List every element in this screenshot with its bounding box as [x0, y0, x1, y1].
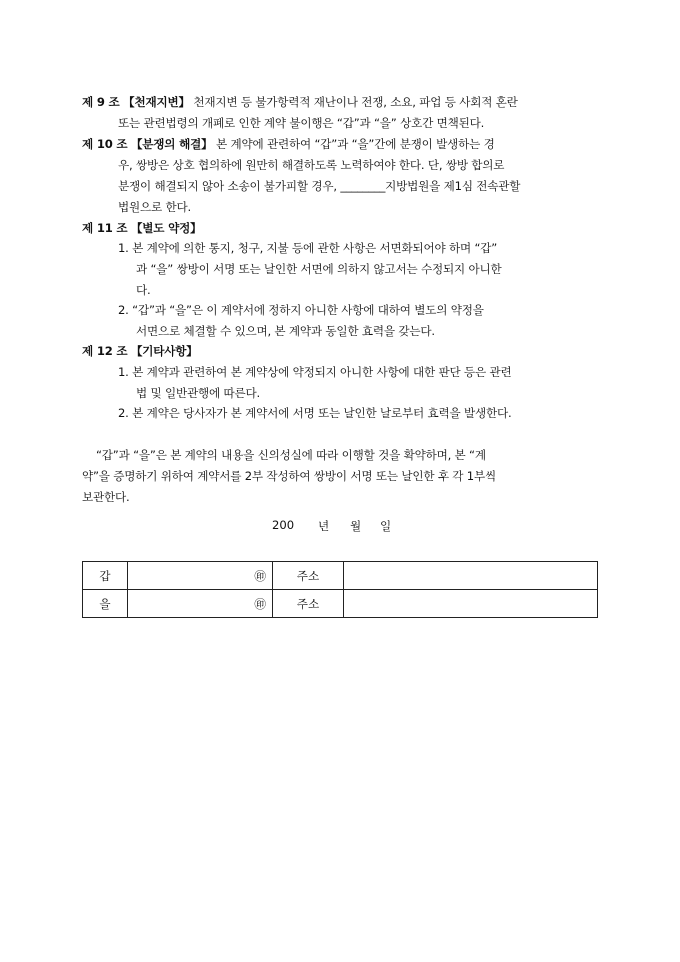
article-11-item-2-line-2: 서면으로 체결할 수 있으며, 본 계약과 동일한 효력을 갖는다.	[136, 324, 435, 338]
closing-line-2: 약”을 증명하기 위하여 계약서를 2부 작성하여 쌍방이 서명 또는 날인한 후 각 1부씩	[82, 469, 496, 483]
article-9-title: 【천재지변】	[123, 95, 190, 109]
seal-mark: ㊞	[254, 568, 266, 583]
signature-row-eul	[83, 590, 598, 618]
address-label-gap: 주소	[273, 562, 344, 590]
article-12-item-1-line-1: 1. 본 계약과 관련하여 본 계약상에 약정되지 아니한 사항에 대한 판단 등은 관련	[118, 365, 512, 379]
party-label-gap: 갑	[83, 562, 128, 590]
party-name-field-eul[interactable]	[128, 590, 273, 618]
address-field-gap[interactable]	[344, 562, 598, 590]
article-12-item-2-line-1: 2. 본 계약은 당사자가 본 계약서에 서명 또는 날인한 날로부터 효력을 발생한다.	[118, 406, 512, 420]
article-9-number: 제 9 조	[82, 95, 120, 109]
article-11-heading	[82, 220, 202, 236]
address-field-eul[interactable]	[344, 590, 598, 618]
article-11-item-1-line-1: 1. 본 계약에 의한 통지, 청구, 지불 등에 관한 사항은 서면화되어야 하며 “갑”	[118, 241, 498, 255]
date-year-unit: 년	[318, 519, 330, 533]
article-10-title: 【분쟁의 해결】	[130, 137, 213, 151]
article-10-number: 제 10 조	[82, 137, 128, 151]
article-11-item-1-line-3: 다.	[136, 283, 151, 297]
article-10-line-3: 분쟁이 해결되지 않아 소송이 불가피할 경우, ________지방법원을 제1심 전속관할	[118, 179, 521, 193]
article-10-line-4: 법원으로 한다.	[118, 200, 191, 214]
article-10-line-2: 우, 쌍방은 상호 협의하에 원만히 해결하도록 노력하여야 한다. 단, 쌍방 합의로	[118, 158, 505, 172]
date-month-unit: 월	[350, 519, 362, 533]
date-year: 200	[272, 518, 295, 532]
closing-line-3: 보관한다.	[82, 490, 130, 504]
party-name-field-gap[interactable]	[128, 562, 273, 590]
article-9-line-2: 또는 관련법령의 개폐로 인한 계약 불이행은 “갑”과 “을” 상호간 면책된다.	[118, 116, 485, 130]
address-label-eul: 주소	[273, 590, 344, 618]
article-11-title: 【별도 약정】	[130, 221, 202, 235]
article-12-heading	[82, 343, 198, 359]
article-10-text-1: 본 계약에 관련하여 “갑”과 “을”간에 분쟁이 발생하는 경	[216, 137, 495, 151]
party-label-eul: 을	[83, 590, 128, 618]
date-day-unit: 일	[380, 519, 392, 533]
article-12-number: 제 12 조	[82, 344, 128, 358]
article-11-item-1-line-2: 과 “을” 쌍방이 서명 또는 날인한 서면에 의하지 않고서는 수정되지 아니한	[136, 262, 502, 276]
article-10-line-1	[82, 136, 495, 152]
article-11-number: 제 11 조	[82, 221, 128, 235]
signature-table	[82, 561, 598, 618]
article-9-text-1: 천재지변 등 불가항력적 재난이나 전쟁, 소요, 파업 등 사회적 혼란	[193, 95, 518, 109]
closing-line-1: “갑”과 “을”은 본 계약의 내용을 신의성실에 따라 이행할 것을 확약하며, 본 “계	[96, 448, 486, 462]
article-9-line-1	[82, 94, 518, 110]
article-12-item-1-line-2: 법 및 일반관행에 따른다.	[136, 386, 260, 400]
signature-row-gap	[83, 562, 598, 590]
article-12-title: 【기타사항】	[130, 344, 198, 358]
seal-mark: ㊞	[254, 596, 266, 611]
article-11-item-2-line-1: 2. “갑”과 “을”은 이 계약서에 정하지 아니한 사항에 대하여 별도의 약정을	[118, 303, 484, 317]
